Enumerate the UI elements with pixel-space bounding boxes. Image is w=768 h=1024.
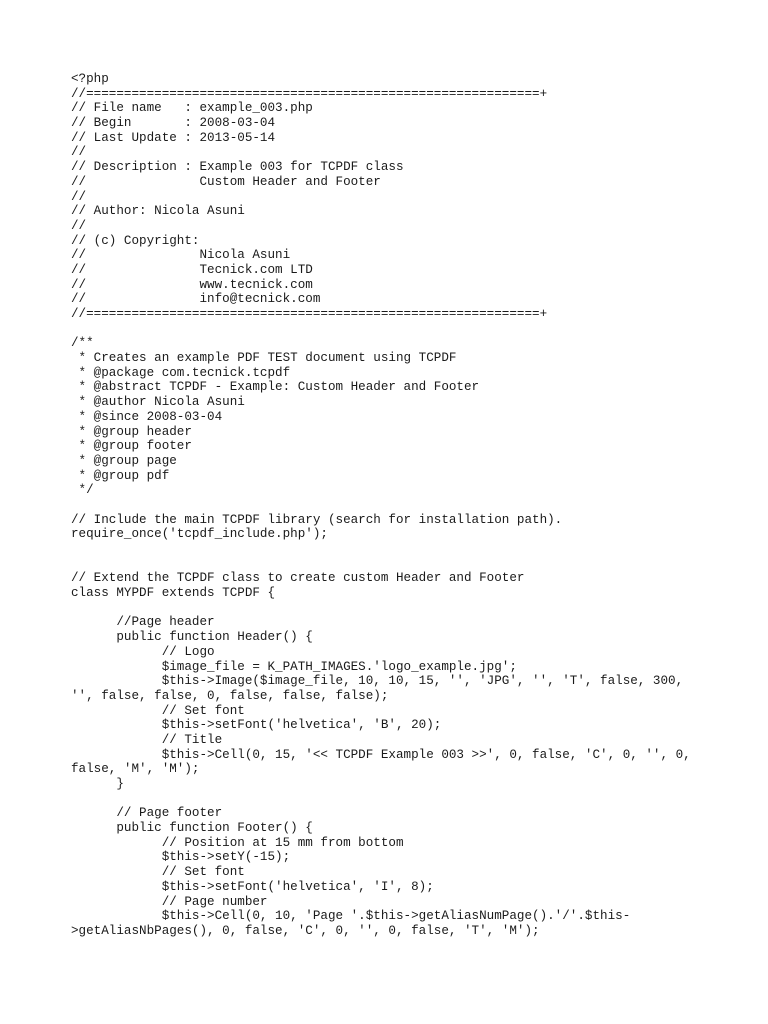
code-line: // Begin : 2008-03-04 [71,116,276,131]
code-line: //============================================================+ [71,86,548,101]
code-line: // Page number [71,894,268,909]
code-line: // Custom Header and Footer [71,174,381,189]
code-line: * @author Nicola Asuni [71,395,245,410]
code-line: // [71,145,87,160]
code-line: // Extend the TCPDF class to create custom Header and Footer [71,571,525,586]
code-line: // (c) Copyright: [71,233,200,248]
code-line: $this->setY(-15); [71,850,291,865]
code-line [71,557,731,572]
php-source-code [71,72,731,939]
code-line: class MYPDF extends TCPDF { [71,586,276,601]
code-line [71,542,731,557]
code-line: * Creates an example PDF TEST document using TCPDF [71,351,457,366]
code-line: // Page footer [71,806,223,821]
code-line: * @group footer [71,439,192,454]
code-line: $image_file = K_PATH_IMAGES.'logo_example.jpg'; [71,659,517,674]
code-line: // Last Update : 2013-05-14 [71,130,276,145]
code-line: * @since 2008-03-04 [71,409,223,424]
code-line: * @abstract TCPDF - Example: Custom Header and Footer [71,380,480,395]
code-line: // Set font [71,865,245,880]
code-line: // Set font [71,703,245,718]
code-line: $this->Cell(0, 15, '<< TCPDF Example 003 >>', 0, false, 'C', 0, '', 0, [71,747,691,762]
code-line: $this->Image($image_file, 10, 10, 15, '', 'JPG', '', 'T', false, 300, [71,674,684,689]
code-line: //============================================================+ [71,307,548,321]
code-line: // [71,218,87,233]
code-line: // Tecnick.com LTD [71,262,313,277]
code-line: <?php [71,72,109,86]
code-line: // info@tecnick.com [71,292,321,307]
code-line: // File name : example_003.php [71,101,313,116]
code-line: // Position at 15 mm from bottom [71,835,404,850]
code-line: //Page header [71,615,215,630]
code-line: require_once('tcpdf_include.php'); [71,527,328,542]
code-line: // www.tecnick.com [71,277,313,292]
code-line: $this->setFont('helvetica', 'I', 8); [71,879,434,894]
code-line: >getAliasNbPages(), 0, false, 'C', 0, '', 0, false, 'T', 'M'); [71,923,540,938]
code-line: // Author: Nicola Asuni [71,204,245,219]
code-line: // [71,189,87,204]
code-line [71,792,731,807]
code-line: // Nicola Asuni [71,248,291,263]
code-line: * @group header [71,424,192,439]
code-line: false, 'M', 'M'); [71,762,200,777]
code-line [71,322,731,337]
code-line: // Title [71,732,223,747]
code-line: $this->setFont('helvetica', 'B', 20); [71,718,442,733]
code-line: /** [71,336,94,351]
code-line: // Include the main TCPDF library (search for installation path). [71,512,563,527]
code-line: * @package com.tecnick.tcpdf [71,365,291,380]
code-line: public function Header() { [71,630,313,645]
code-line: '', false, false, 0, false, false, false); [71,688,389,703]
code-line: } [71,777,124,791]
code-line: // Logo [71,644,215,659]
code-line [71,498,731,513]
code-line: $this->Cell(0, 10, 'Page '.$this->getAliasNumPage().'/'.$this- [71,909,631,924]
code-line: // Description : Example 003 for TCPDF class [71,160,404,175]
code-line: */ [71,483,94,498]
code-line: public function Footer() { [71,821,313,836]
code-line: * @group pdf [71,468,170,483]
code-line: * @group page [71,453,177,468]
code-line [71,601,731,616]
